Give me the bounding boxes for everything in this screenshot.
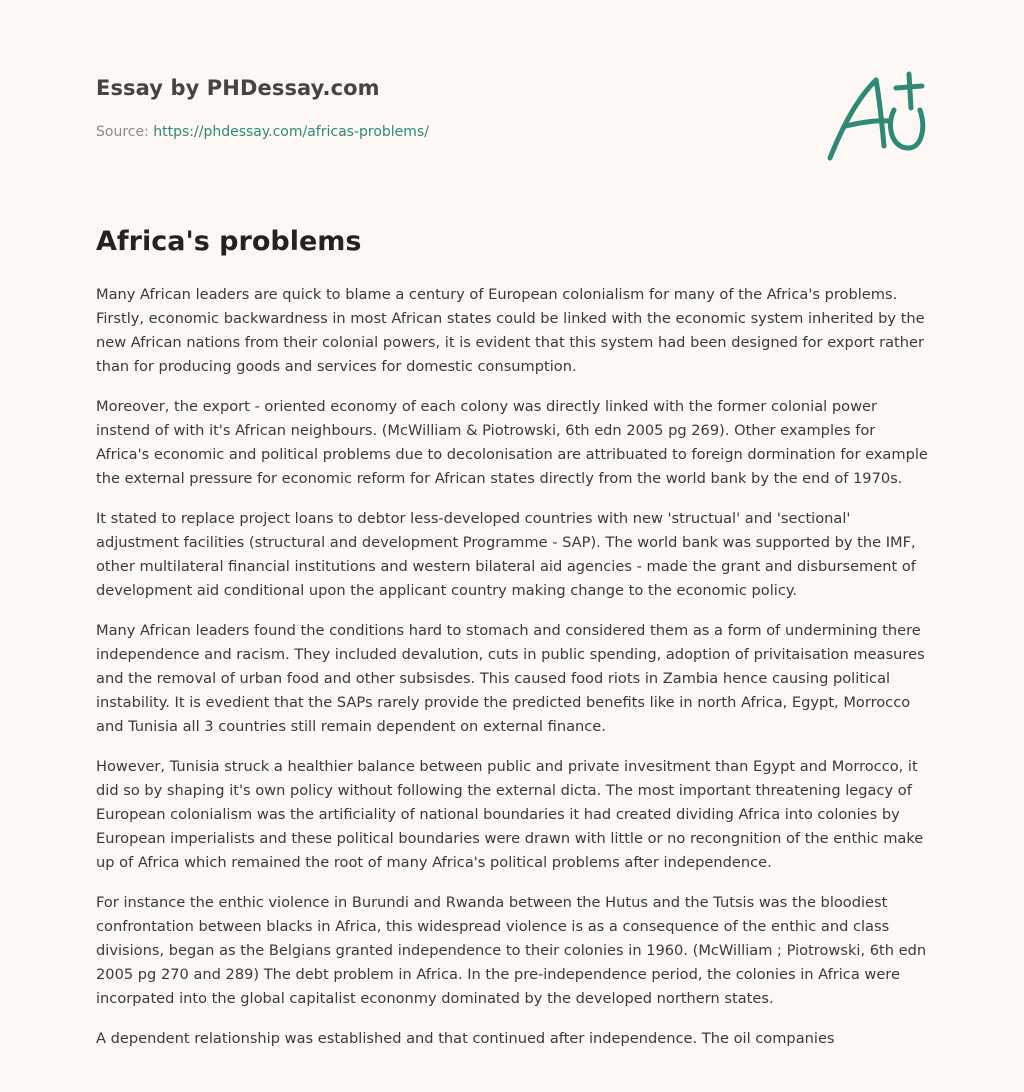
essay-title: Africa's problems: [96, 226, 362, 257]
a-plus-logo-icon: [820, 66, 930, 166]
site-title: Essay by PHDessay.com: [96, 76, 380, 100]
paragraph: Moreover, the export - oriented economy of each colony was directly linked with the former colonial power instend of with it's African neighbours. (McWilliam & Piotrowski, 6th edn 2005 pg 269). Other examples for Africa's economic and political problems due to decolonisation are attribuated to foreign dormination for example the external pressure for economic reform for African states directly from the world bank by the end of 1970s.: [96, 398, 928, 487]
source-link[interactable]: https://phdessay.com/africas-problems/: [153, 124, 429, 140]
paragraph: It stated to replace project loans to debtor less-developed countries with new 'structual' and 'sectional' adjustment facilities (structural and development Programme - SAP). The world bank was supported by the IMF, other multilateral financial institutions and western bilateral aid agencies - made the grant and disbursement of development aid conditional upon the applicant country making change to the economic policy.: [96, 510, 916, 599]
source-label: Source:: [96, 124, 149, 140]
essay-body: [96, 283, 932, 1067]
paragraph: Many African leaders are quick to blame a century of European colonialism for many of the Africa's problems. Firstly, economic backwardness in most African states could be linked with the economic system inherited by the new African nations from their colonial powers, it is evident that this system had been designed for export rather than for producing goods and services for domestic consumption.: [96, 286, 925, 375]
paragraph: A dependent relationship was established and that continued after independence. The oil companies: [96, 1030, 835, 1047]
source-line: [96, 124, 429, 140]
paragraph: For instance the enthic violence in Burundi and Rwanda between the Hutus and the Tutsis was the bloodiest confrontation between blacks in Africa, this widespread violence is as a consequence of the enthic and class divisions, began as the Belgians granted independence to their colonies in 1960. (McWilliam ; Piotrowski, 6th edn 2005 pg 270 and 289) The debt problem in Africa. In the pre-independence period, the colonies in Africa were incorpated into the global capitalist econonmy dominated by the developed northern states.: [96, 894, 927, 1007]
paragraph: However, Tunisia struck a healthier balance between public and private invesitment than Egypt and Morrocco, it did so by shaping it's own policy without following the external dicta. The most important threatening legacy of European colonialism was the artificiality of national boundaries it had created dividing Africa into colonies by European imperialists and these political boundaries were drawn with little or no recongnition of the enthic make up of Africa which remained the root of many Africa's political problems after independence.: [96, 758, 924, 871]
paragraph: Many African leaders found the conditions hard to stomach and considered them as a form of undermining there independence and racism. They included devalution, cuts in public spending, adoption of privitaisation measures and the removal of urban food and other subsisdes. This caused food riots in Zambia hence causing political instability. It is evedient that the SAPs rarely provide the predicted benefits like in north Africa, Egypt, Morrocco and Tunisia all 3 countries still remain dependent on external finance.: [96, 622, 925, 735]
